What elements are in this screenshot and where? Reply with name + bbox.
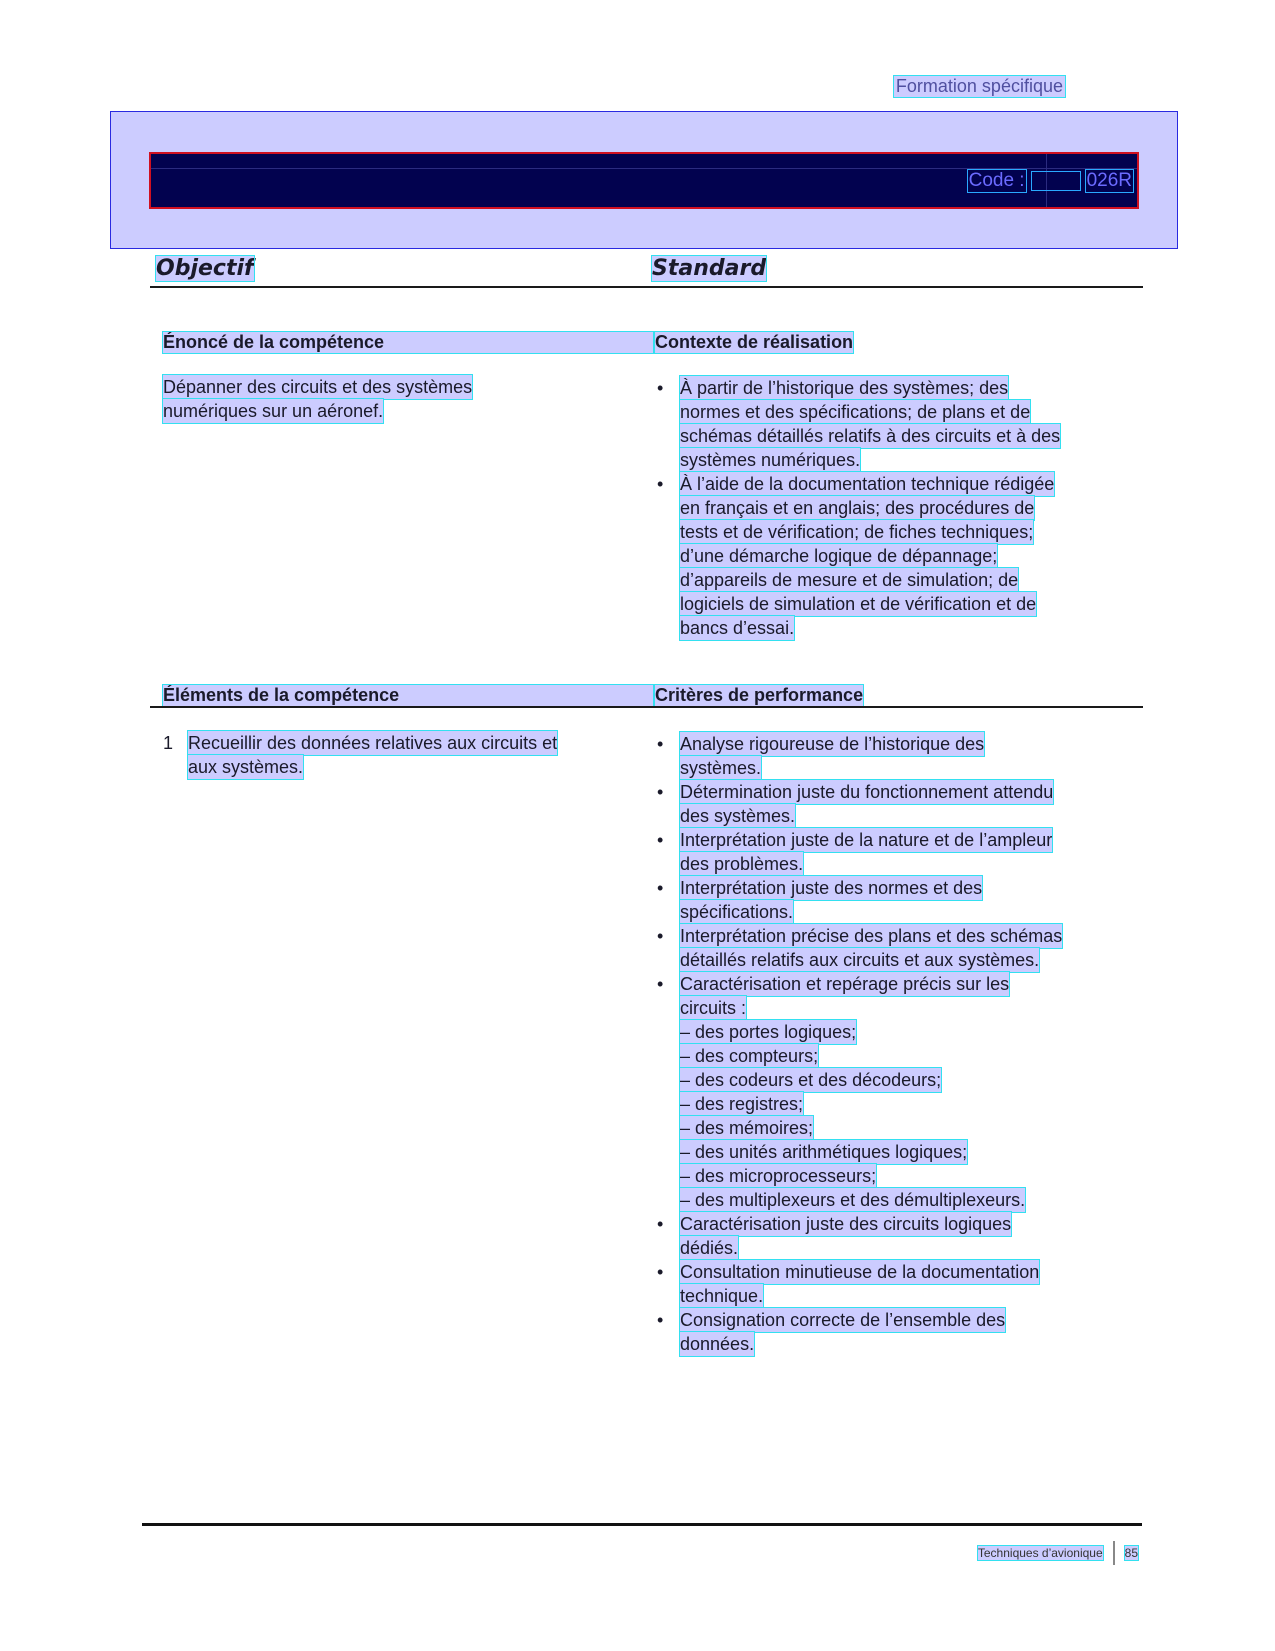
critere-item (655, 1212, 1125, 1260)
critere-line: circuits : (680, 998, 747, 1018)
contexte-list (655, 376, 1125, 640)
critere-subitem-text: – des registres; (680, 1094, 804, 1114)
competency-banner (110, 111, 1178, 249)
critere-line: technique. (680, 1286, 764, 1306)
enonce-title: Énoncé de la compétence (163, 332, 653, 353)
critere-line: données. (680, 1334, 755, 1354)
page-footer (978, 1541, 1138, 1565)
critere-item (655, 972, 1125, 1020)
critere-subitem (655, 1044, 1125, 1068)
critere-line: des problèmes. (680, 854, 804, 874)
critere-item (655, 780, 1125, 828)
critere-line: Interprétation juste des normes et des (680, 878, 983, 898)
critere-subitem (655, 1116, 1125, 1140)
objectif-heading: Objectif (156, 256, 254, 281)
critere-subitem-text: – des multiplexeurs et des démultiplexeurs. (680, 1190, 1026, 1210)
critere-line: spécifications. (680, 902, 794, 922)
section-label: Formation spécifique (895, 76, 1063, 96)
enonce-text (163, 375, 653, 423)
element-number: 1 (163, 733, 174, 753)
critere-subitem-text: – des compteurs; (680, 1046, 819, 1066)
footer-separator (1113, 1541, 1115, 1565)
critere-line: Interprétation précise des plans et des schémas (680, 926, 1063, 946)
header-rule (150, 286, 1143, 288)
critere-line: détaillés relatifs aux circuits et aux systèmes. (680, 950, 1040, 970)
code-value: 026R (1086, 170, 1132, 191)
critere-subitem (655, 1092, 1125, 1116)
critere-subitem-text: – des unités arithmétiques logiques; (680, 1142, 968, 1162)
standard-heading: Standard (652, 256, 767, 281)
contexte-line: normes et des spécifications; de plans et de (680, 402, 1031, 422)
critere-line: des systèmes. (680, 806, 796, 826)
critere-item (655, 1260, 1125, 1308)
critere-subitem-text: – des portes logiques; (680, 1022, 857, 1042)
critere-line: Interprétation juste de la nature et de l’ampleur (680, 830, 1053, 850)
contexte-line: À partir de l’historique des systèmes; des (680, 378, 1009, 398)
contexte-line: en français et en anglais; des procédures de (680, 498, 1035, 518)
elements-list (163, 731, 653, 779)
contexte-line: tests et de vérification; de fiches techniques; (680, 522, 1034, 542)
contexte-line: À l’aide de la documentation technique rédigée (680, 474, 1055, 494)
code-label: Code : (968, 170, 1025, 191)
critere-subitem-text: – des microprocesseurs; (680, 1166, 877, 1186)
critere-line: Détermination juste du fonctionnement attendu (680, 782, 1054, 802)
banner-bar (149, 152, 1139, 209)
critere-subitem (655, 1188, 1125, 1212)
banner-line (151, 168, 1137, 169)
critere-line: Consignation correcte de l’ensemble des (680, 1310, 1006, 1330)
critere-line: dédiés. (680, 1238, 739, 1258)
criteres-list (655, 732, 1125, 1356)
contexte-line: systèmes numériques. (680, 450, 861, 470)
critere-line: Analyse rigoureuse de l’historique des (680, 734, 985, 754)
critere-line: Consultation minutieuse de la documentation (680, 1262, 1040, 1282)
contexte-line: logiciels de simulation et de vérification et de (680, 594, 1037, 614)
footer-program: Techniques d’avionique (977, 1546, 1103, 1560)
element-line: aux systèmes. (188, 757, 304, 777)
elements-title: Éléments de la compétence (163, 685, 653, 706)
contexte-title: Contexte de réalisation (655, 332, 854, 352)
code-area (968, 170, 1133, 192)
contexte-item (655, 472, 1125, 640)
critere-line: Caractérisation juste des circuits logiques (680, 1214, 1012, 1234)
critere-line: systèmes. (680, 758, 762, 778)
critere-subitem (655, 1164, 1125, 1188)
enonce-line: Dépanner des circuits et des systèmes (163, 377, 473, 397)
critere-item (655, 876, 1125, 924)
contexte-line: bancs d’essai. (680, 618, 795, 638)
critere-subitem (655, 1020, 1125, 1044)
contexte-item (655, 376, 1125, 472)
critere-item (655, 828, 1125, 876)
element-line: Recueillir des données relatives aux circuits et (188, 733, 558, 753)
page-number: 85 (1124, 1546, 1138, 1560)
critere-item (655, 924, 1125, 972)
critere-subitem (655, 1140, 1125, 1164)
critere-item (655, 732, 1125, 780)
contexte-line: schémas détaillés relatifs à des circuits et à des (680, 426, 1061, 446)
critere-subitem-text: – des codeurs et des décodeurs; (680, 1070, 942, 1090)
contexte-line: d’appareils de mesure et de simulation; de (680, 570, 1019, 590)
code-box (1032, 172, 1080, 190)
section-rule (150, 706, 1143, 708)
enonce-line: numériques sur un aéronef. (163, 401, 384, 421)
critere-subitem (655, 1068, 1125, 1092)
element-item (163, 731, 653, 779)
footer-rule (142, 1523, 1142, 1526)
critere-line: Caractérisation et repérage précis sur les (680, 974, 1010, 994)
contexte-line: d’une démarche logique de dépannage; (680, 546, 998, 566)
criteres-title: Critères de performance (655, 685, 864, 705)
critere-item (655, 1308, 1125, 1356)
critere-subitem-text: – des mémoires; (680, 1118, 814, 1138)
